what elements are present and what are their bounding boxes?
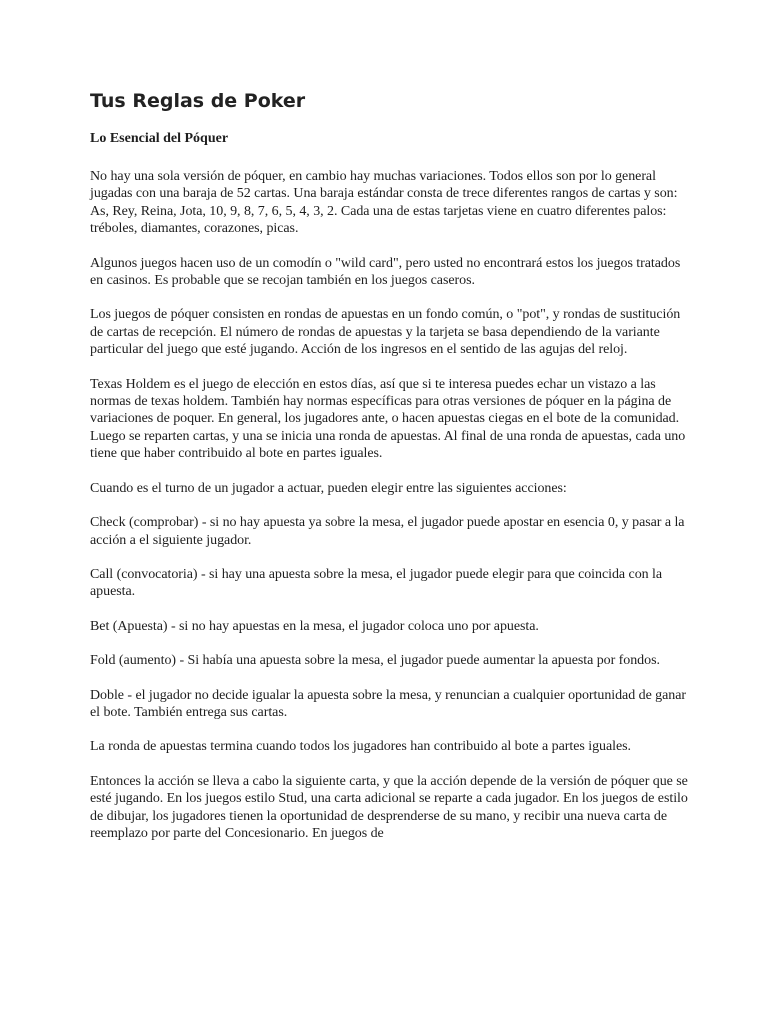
paragraph-betting-rounds: Los juegos de póquer consisten en rondas de apuestas en un fondo común, o "pot", y rondas de sustitución de cartas de recepción. El número de rondas de apuestas y la tarjeta se basa dependiendo de la variante particular del juego que esté jugando. Acción de los ingresos en el sentido de las agujas del reloj. [90, 307, 681, 358]
document-page [90, 88, 690, 859]
paragraph-round-end: La ronda de apuestas termina cuando todos los jugadores han contribuido al bote a partes iguales. [90, 739, 631, 755]
paragraph-texas-holdem: Texas Holdem es el juego de elección en estos días, así que si te interesa puedes echar un vistazo a las normas de texas holdem. También hay normas específicas para otras versiones de póquer en la página de variaciones de poquer. En general, los jugadores ante, o hacen apuestas ciegas en el bote de la comunidad. Luego se reparten cartas, y una se inicia una ronda de apuestas. Al final de una ronda de apuestas, cada uno tiene que haber contribuido al bote en partes iguales. [90, 376, 686, 462]
section-heading: Lo Esencial del Póquer [90, 131, 229, 146]
paragraph-bet: Bet (Apuesta) - si no hay apuestas en la mesa, el jugador coloca uno por apuesta. [90, 618, 539, 634]
paragraph-next-card: Entonces la acción se lleva a cabo la siguiente carta, y que la acción depende de la versión de póquer que se esté jugando. En los juegos estilo Stud, una carta adicional se reparte a cada jugador. En los juegos de estilo de dibujar, los jugadores tienen la oportunidad de desprenderse de su mano, y recibir una nueva carta de reemplazo por parte del Concesionario. En juegos de [90, 773, 688, 841]
paragraph-check: Check (comprobar) - si no hay apuesta ya sobre la mesa, el jugador puede apostar en esencia 0, y pasar a la acción a el siguiente jugador. [90, 515, 685, 548]
paragraph-player-actions: Cuando es el turno de un jugador a actuar, pueden elegir entre las siguientes acciones: [90, 480, 567, 496]
paragraph-intro: No hay una sola versión de póquer, en cambio hay muchas variaciones. Todos ellos son por lo general jugadas con una baraja de 52 cartas. Una baraja estándar consta de trece diferentes rangos de cartas y son: As, Rey, Reina, Jota, 10, 9, 8, 7, 6, 5, 4, 3, 2. Cada una de estas tarjetas viene en cuatro diferentes palos: tréboles, diamantes, corazones, picas. [90, 169, 678, 237]
paragraph-doble: Doble - el jugador no decide igualar la apuesta sobre la mesa, y renuncian a cualquier oportunidad de ganar el bote. También entrega sus cartas. [90, 687, 687, 720]
paragraph-fold: Fold (aumento) - Si había una apuesta sobre la mesa, el jugador puede aumentar la apuesta por fondos. [90, 653, 660, 669]
paragraph-wild-card: Algunos juegos hacen uso de un comodín o "wild card", pero usted no encontrará estos los juegos tratados en casinos. Es probable que se recojan también en los juegos caseros. [90, 255, 681, 289]
document-title: Tus Reglas de Poker [90, 90, 306, 112]
paragraph-call: Call (convocatoria) - si hay una apuesta sobre la mesa, el jugador puede elegir para que coincida con la apuesta. [90, 566, 663, 600]
